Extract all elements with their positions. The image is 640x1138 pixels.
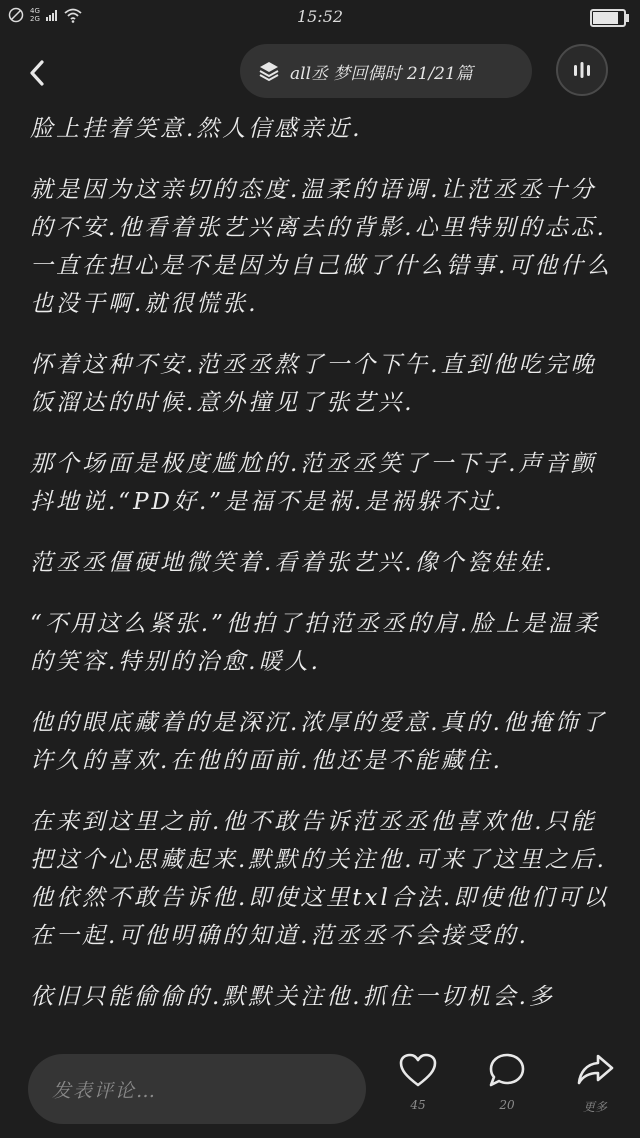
collection-pill[interactable] [240,44,532,98]
battery-level [593,12,618,24]
audio-bars-icon [571,59,593,81]
paragraph: 脸上挂着笑意.然人信感亲近. [30,116,363,142]
chevron-left-icon [28,59,46,87]
comment-button[interactable] [477,1052,537,1132]
music-button[interactable] [556,44,608,96]
heart-icon [398,1052,438,1088]
bottom-action-bar [0,1040,640,1138]
status-bar [0,0,640,34]
paragraph: 就是因为这亲切的态度.温柔的语调.让范丞丞十分的不安.他看着张艺兴离去的背影.心里特别的忐忑.一直在担心是不是因为自己做了什么错事.可他什么也没干啊.就很慌张. [30,177,613,317]
network-type-primary: 4G [30,7,40,15]
chat-bubble-icon [487,1052,527,1088]
back-button[interactable] [20,56,54,90]
comment-input[interactable]: 发表评论… [28,1054,366,1124]
like-button[interactable] [388,1052,448,1132]
comment-count: 20 [499,1098,515,1112]
more-label: 更多 [582,1100,607,1114]
paragraph: 依旧只能偷偷的.默默关注他.抓住一切机会.多 [30,984,555,1010]
share-button[interactable] [565,1052,625,1132]
status-time: 15:52 [296,7,344,26]
paragraph: 怀着这种不安.范丞丞熬了一个下午.直到他吃完晚饭溜达的时候.意外撞见了张艺兴. [30,352,597,416]
share-arrow-icon [575,1052,615,1088]
paragraph: “不用这么紧张.”他拍了拍范丞丞的肩.脸上是温柔的笑容.特别的治愈.暖人. [30,611,601,675]
article-body [30,110,614,1040]
like-count: 45 [410,1098,426,1112]
paragraph: 那个场面是极度尴尬的.范丞丞笑了一下子.声音颤抖地说.“PD好.”是福不是祸.是祸躲不过. [30,451,597,515]
battery-icon [590,9,626,27]
collection-title: all丞 梦回偶时 21/21篇 [290,63,473,84]
paragraph: 在来到这里之前.他不敢告诉范丞丞他喜欢他.只能把这个心思藏起来.默默的关注他.可来了这里之后.他依然不敢告诉他.即使这里txl合法.即使他们可以在一起.可他明确的知道.范丞丞不会接受的. [30,809,610,949]
paragraph: 范丞丞僵硬地微笑着.看着张艺兴.像个瓷娃娃. [30,550,555,576]
paragraph: 他的眼底藏着的是深沉.浓厚的爱意.真的.他掩饰了许久的喜欢.在他的面前.他还是不能藏住. [30,710,607,774]
network-type-secondary: 2G [30,15,40,23]
layers-icon [258,60,280,82]
